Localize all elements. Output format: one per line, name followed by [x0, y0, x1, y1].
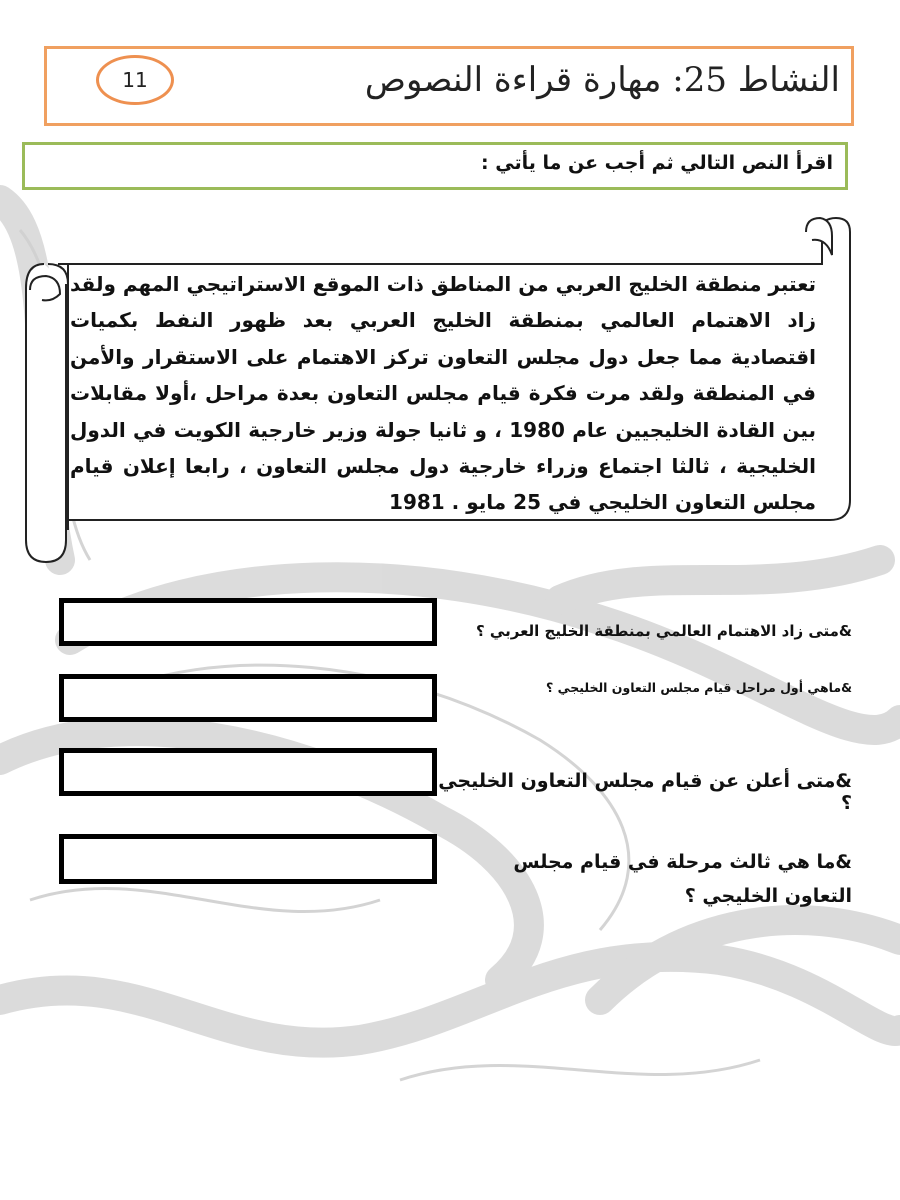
page-number: 11 [122, 68, 148, 92]
activity-title: النشاط 25: مهارة قراءة النصوص [364, 60, 840, 100]
question-1: &متى زاد الاهتمام العالمي بمنطقة الخليج العربي ؟ [476, 622, 852, 640]
answer-box-1[interactable] [59, 598, 437, 646]
instruction-text: اقرأ النص التالي ثم أجب عن ما يأتي : [481, 152, 833, 174]
passage-text: تعتبر منطقة الخليج العربي من المناطق ذات الموقع الاستراتيجي المهم ولقد زاد الاهتمام العالمي بمنطقة الخليج العربي بعد ظهور النفط بكميات اقتصادية مما جعل دول مجلس التعاون تركز الاهتمام على الاستقرار والأمن في المنطقة ولقد مرت فكرة قيام مجلس التعاون بعدة مراحل ،أولا مقابلات بين القادة الخليجيين عام 1980 ، و ثانيا جولة وزير خارجية الكويت في الدول الخليجية ، ثالثا اجتماع وزراء خارجية دول مجلس التعاون ، رابعا إعلان قيام مجلس التعاون الخليجي في 25 مايو . 1981 [70, 272, 817, 515]
answer-box-3[interactable] [59, 748, 437, 796]
question-3: &متى أعلن عن قيام مجلس التعاون الخليجي ؟ [438, 770, 852, 814]
question-2: &ماهي أول مراحل قيام مجلس التعاون الخليجي ؟ [545, 680, 852, 695]
answer-box-4[interactable] [59, 834, 437, 884]
answer-box-2[interactable] [59, 674, 437, 722]
question-4: &ما هي ثالث مرحلة في قيام مجلس التعاون الخليجي ؟ [513, 851, 852, 907]
